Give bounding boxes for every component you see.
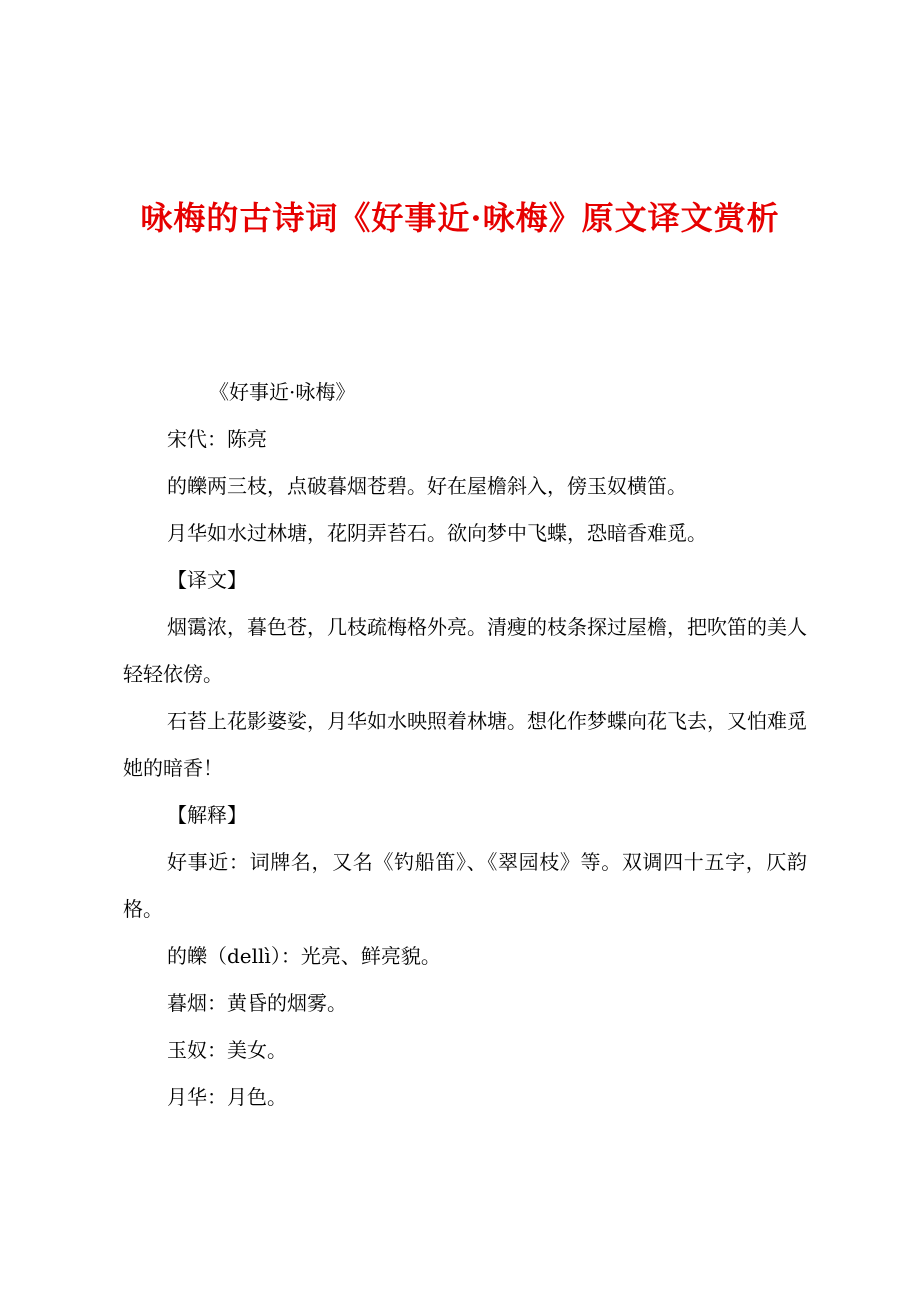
- poem-author: 宋代：陈亮: [167, 427, 267, 451]
- translation-paragraph: 烟霭浓，暮色苍，几枝疏梅格外亮。清瘦的枝条探过屋檐，把吹笛的美人轻轻依傍。: [123, 615, 807, 686]
- note-item: 月华：月色。: [167, 1085, 287, 1109]
- translation-paragraph: 石苔上花影婆娑，月华如水映照着林塘。想化作梦蝶向花飞去，又怕难觅她的暗香！: [123, 709, 807, 780]
- note-item: 玉奴：美女。: [167, 1038, 287, 1062]
- poem-title: 《好事近·咏梅》: [209, 380, 356, 404]
- note-item: 的皪（dellì）：光亮、鲜亮貌。: [167, 944, 441, 968]
- poem-line: 的皪两三枝，点破暮烟苍碧。好在屋檐斜入，傍玉奴横笛。: [167, 474, 687, 498]
- translation-heading: 【译文】: [167, 568, 247, 592]
- poem-line: 月华如水过林塘，花阴弄苔石。欲向梦中飞蝶，恐暗香难觅。: [167, 521, 707, 545]
- note-item: 暮烟：黄昏的烟雾。: [167, 991, 347, 1015]
- page-title: 咏梅的古诗词《好事近·咏梅》原文译文赏析: [140, 199, 780, 237]
- notes-heading: 【解释】: [167, 803, 247, 827]
- document-body: [123, 369, 807, 1121]
- note-item: 好事近：词牌名，又名《钓船笛》、《翠园枝》等。双调四十五字，仄韵格。: [123, 850, 807, 921]
